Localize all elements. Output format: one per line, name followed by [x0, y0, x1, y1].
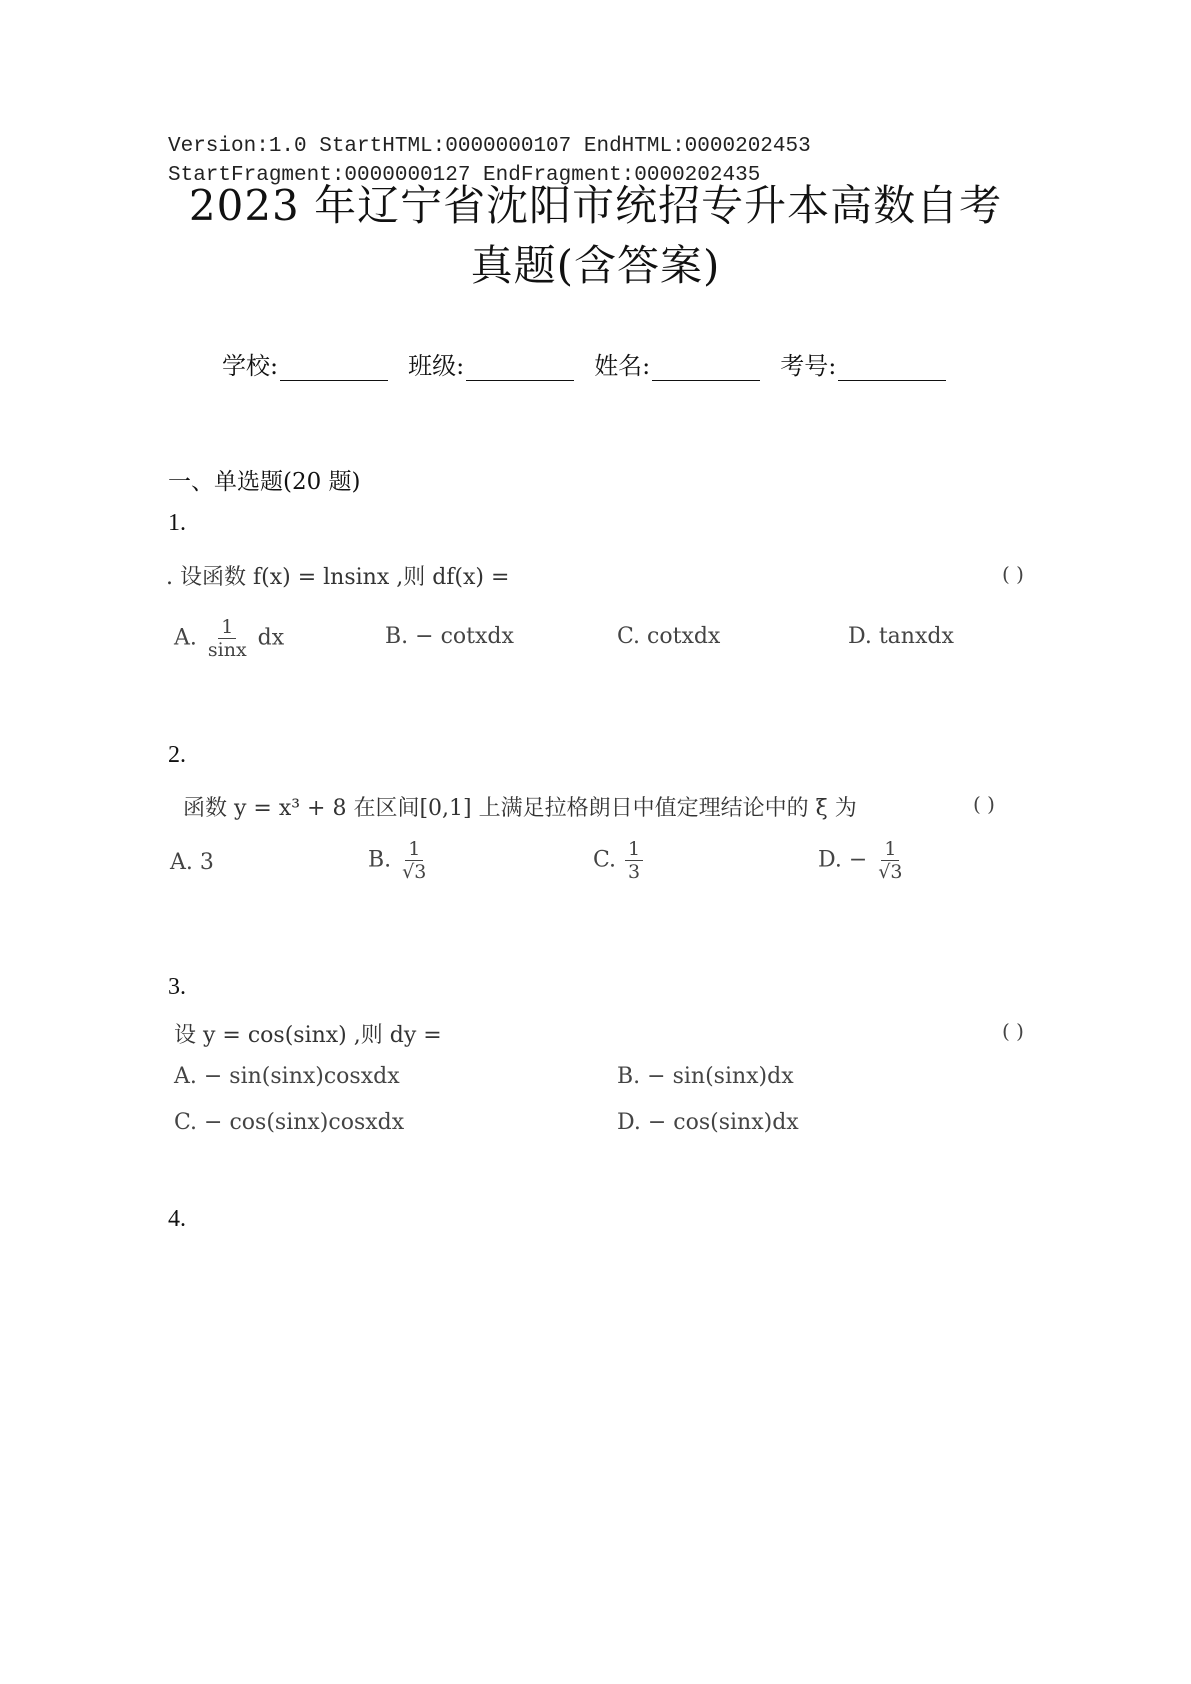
school-field[interactable] [222, 346, 388, 381]
option-c-numerator: 1 [625, 838, 643, 861]
school-blank[interactable] [280, 358, 388, 381]
option-c-prefix: C. [593, 847, 617, 873]
page-title-line-1: 2023 年辽宁省沈阳市统招专升本高数自考 [188, 181, 1003, 230]
option-d-denominator: √3 [878, 861, 903, 883]
option-d-fraction [876, 838, 904, 883]
question-2-answer-paren: ( ) [973, 792, 995, 816]
option-a-numerator: 1 [218, 616, 236, 639]
option-a-fraction [206, 616, 249, 661]
option-d-prefix: D. − [818, 847, 868, 873]
question-3-stem: 设 y = cos(sinx) ,则 dy = [174, 1023, 442, 1048]
exam-number-blank[interactable] [838, 358, 946, 381]
option-b-prefix: B. [368, 847, 392, 873]
question-1-number: 1. [168, 510, 186, 536]
header-line-1: Version:1.0 StartHTML:0000000107 EndHTML:0000202453 [168, 135, 811, 158]
question-3-option-d[interactable]: D. − cos(sinx)dx [617, 1110, 799, 1135]
option-c-fraction [625, 838, 643, 883]
question-1-option-a[interactable] [174, 616, 284, 661]
section-heading: 一、单选题(20 题) [168, 469, 361, 495]
student-info-row [222, 346, 946, 381]
question-2-stem: 函数 y = x³ + 8 在区间[0,1] 上满足拉格朗日中值定理结论中的 ξ 为 [183, 796, 857, 821]
question-2-option-b[interactable] [368, 838, 430, 883]
question-1-answer-paren: ( ) [1002, 562, 1024, 586]
question-1-option-d[interactable]: D. tanxdx [848, 624, 954, 649]
option-a-suffix: dx [257, 625, 285, 651]
question-3-number: 3. [168, 974, 186, 1000]
question-2-number: 2. [168, 742, 186, 768]
option-b-numerator: 1 [405, 838, 423, 861]
question-2-option-c[interactable] [593, 838, 645, 883]
class-blank[interactable] [466, 358, 574, 381]
question-1-option-c[interactable]: C. cotxdx [617, 624, 721, 649]
name-blank[interactable] [652, 358, 760, 381]
question-2-option-d[interactable] [818, 838, 906, 883]
option-c-denominator: 3 [628, 861, 641, 883]
exam-number-field[interactable] [780, 346, 946, 381]
option-b-denominator: √3 [402, 861, 427, 883]
question-1-option-b[interactable]: B. − cotxdx [385, 624, 514, 649]
name-label: 姓名: [594, 352, 651, 380]
class-field[interactable] [408, 346, 574, 381]
option-b-fraction [400, 838, 428, 883]
school-label: 学校: [222, 352, 279, 380]
class-label: 班级: [408, 352, 465, 380]
question-4-number: 4. [168, 1206, 186, 1232]
name-field[interactable] [594, 346, 760, 381]
question-2-option-a[interactable]: A. 3 [170, 850, 214, 875]
option-d-numerator: 1 [881, 838, 899, 861]
question-1-stem: . 设函数 f(x) = lnsinx ,则 df(x) = [166, 565, 510, 590]
option-a-prefix: A. [174, 625, 197, 651]
header-line-2: StartFragment:0000000127 EndFragment:0000202435 [168, 164, 761, 187]
question-3-option-b[interactable]: B. − sin(sinx)dx [617, 1064, 794, 1089]
option-a-denominator: sinx [207, 639, 247, 661]
question-3-answer-paren: ( ) [1002, 1019, 1024, 1043]
question-3-option-c[interactable]: C. − cos(sinx)cosxdx [174, 1110, 405, 1135]
question-3-option-a[interactable]: A. − sin(sinx)cosxdx [174, 1064, 400, 1089]
exam-number-label: 考号: [780, 352, 837, 380]
page-title-line-2: 真题(含答案) [470, 241, 721, 290]
